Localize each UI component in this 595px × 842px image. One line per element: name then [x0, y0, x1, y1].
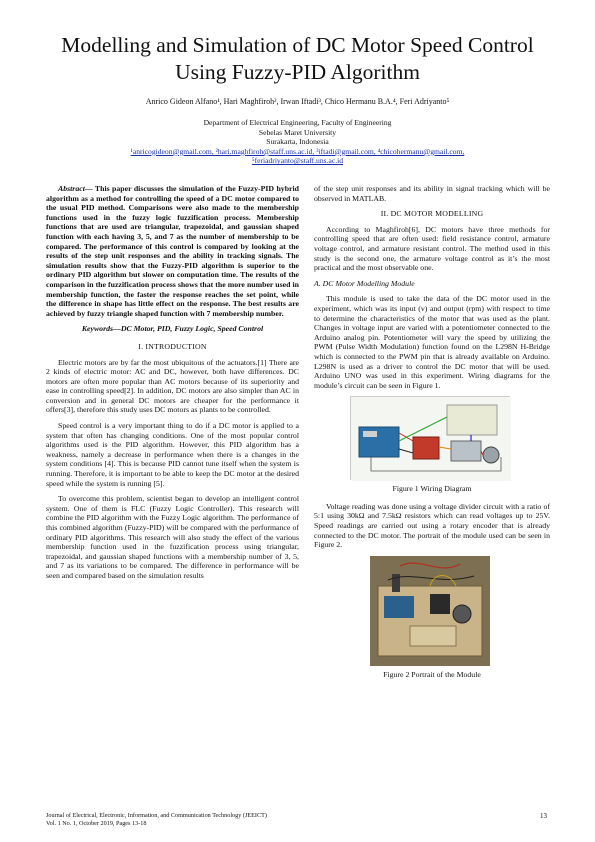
modelling-paragraph-2: This module is used to take the data of the DC motor used in the experiment, which was its input (v) and output (rpm) with respect to time to determine the characteristics of the motor that was used as the plant. Changes in voltage input are varied with a potentiometer connected to the Arduino analog pin. Potentiometer will vary the speed by utilizing the PWM (Pulse Width Modulation) function found on the L298N H-Bridge which is connected to the PWM pin that is already available on Arduino. L298N is used as a driver to control the DC motor that will be used. Arduino UNO was used in this experiment. Wiring diagrams for the module’s circuit can be seen in Figure 1. [314, 294, 550, 390]
subsection-heading-a: A. DC Motor Modelling Module [314, 278, 415, 288]
intro-paragraph-2: Speed control is a very important thing to do if a DC motor is applied to a system that often has changing conditions. One of the most popular control algorithms used is the PID algorithm. However, this PID algorithm has a weakness, namely a decrease in performance when there is a changes in the system conditions [4]. This is because PID cannot tune itself when the system is running. Therefore, it is important to be able to keep the DC motor at the desired speed while the system is running [5]. [46, 421, 299, 488]
wiring-diagram-image [351, 397, 511, 481]
module-photo-image [370, 556, 490, 666]
author-emails-line2[interactable]: ⁵feriadriyanto@staff.uns.ac.id [251, 156, 344, 166]
university: Sebelas Maret University [258, 127, 337, 137]
city: Surakarta, Indonesia [266, 137, 329, 147]
abstract [46, 184, 299, 318]
author-list: Anrico Gideon Alfano¹, Hari Maghfiroh², Irwan Iftadi³, Chico Hermanu B.A.⁴, Feri Adriyanto⁵ [145, 97, 450, 106]
right-column [314, 184, 550, 687]
intro-paragraph-1: Electric motors are by far the most ubiquitous of the actuators.[1] There are 2 kinds of electric motor: AC and DC, however, both have differences. DC motors are often more popular than AC motors because of its superiority and ease in controlling speed[2]. In addition, DC motors are also simpler than AC in conversion and in general DC motors are cheaper for the performance it offers[3], therefore this study uses DC motors as plants to be controlled. [46, 357, 299, 415]
keywords: Keywords—DC Motor, PID, Fuzzy Logic, Speed Control [81, 324, 264, 334]
section-heading-dc-motor-modelling: II. DC MOTOR MODELLING [380, 209, 484, 219]
intro-paragraph-3: To overcome this problem, scientist began to develop an intelligent control system. One of them is FLC (Fuzzy Logic Controller). This research will combine the PID algorithm with the Fuzzy Logic algorithm. The performance of this combined algorithm (Fuzzy-PID) will be compared with the performance of ordinary PID algorithms. This research will also study the effect of the various membership function used in the fuzzification process using triangular, trapezoidal, and gaussian shaped functions with a membership number of 3, 5, and 7 as its variations to be compared. The difference in performance will be seen and compared based on the simulation results [46, 494, 299, 580]
figure-1-caption: Figure 1 Wiring Diagram [392, 484, 472, 494]
footer-journal-name: Journal of Electrical, Electronic, Information, and Communication Technology (JEEICT) [46, 812, 267, 819]
wiring-diagram-figure [350, 396, 510, 480]
footer-volume-info: Vol. 1 No. 1, October 2019, Pages 13-18 [46, 819, 147, 827]
author-emails-line1[interactable]: ¹anricogideon@gmail.com, ²hari.maghfiroh@staff.uns.ac.id, ³iftadi@gmail.com, ⁴chicohermanu@gmail.com, [130, 146, 465, 156]
paper-title: Modelling and Simulation of DC Motor Speed Control Using Fuzzy-PID Algorithm [61, 33, 534, 84]
journal-footer [46, 812, 267, 828]
left-column [46, 184, 299, 587]
affiliation-block [40, 118, 555, 166]
abstract-text: This paper discusses the simulation of the Fuzzy-PID hybrid algorithm as a method for controlling the speed of a DC motor compared to the usual PID method. Comparisons were also made to the membership functions used in the fuzzy logic fuzzification process. Membership functions that are used are triangular, trapezoidal, and gaussian shaped function with each having 3, 5, and 7 as the number of membership to be compared. The performance of this control is compared by looking at the results of the step unit responses and the ability in tracking signals. The simulation results show that the Fuzzy-PID algorithm is superior to the ordinary PID algorithm but slower on computation time. The results of the comparison in the fuzzification process shows that the more number used in membership function, the faster the response reaches the set point, while the difference in shape has little effect on the response. The best results are achieved by fuzzy triangle shaped function with 7 membership number. [46, 184, 299, 318]
department: Department of Electrical Engineering, Faculty of Engineering [203, 118, 392, 127]
abstract-lead: Abstract— [58, 184, 93, 193]
intro-continuation: of the step unit responses and its ability in signal tracking which will be observed in MATLAB. [314, 184, 550, 203]
modelling-paragraph-1: According to Maghfiroh[6], DC motors have three methods for controlling speed that are often used: field resistance control, armature voltage control, and armature resistant control. The method used in this study is the second one, the armature voltage control as it’s the most practical and the most observable one. [314, 224, 550, 273]
page-number: 13 [540, 812, 547, 820]
figure-2-caption: Figure 2 Portrait of the Module [383, 669, 481, 679]
section-heading-introduction: I. INTRODUCTION [138, 341, 207, 351]
module-photo-figure [370, 556, 490, 666]
modelling-paragraph-3: Voltage reading was done using a voltage divider circuit with a ratio of 5:1 using 30kΩ and 7.5kΩ resistors which can read voltages up to 25V. Speed readings are carried out using a rotary encoder that is already connected to the DC motor. The portrait of the module used can be seen in Figure 2. [314, 501, 550, 550]
